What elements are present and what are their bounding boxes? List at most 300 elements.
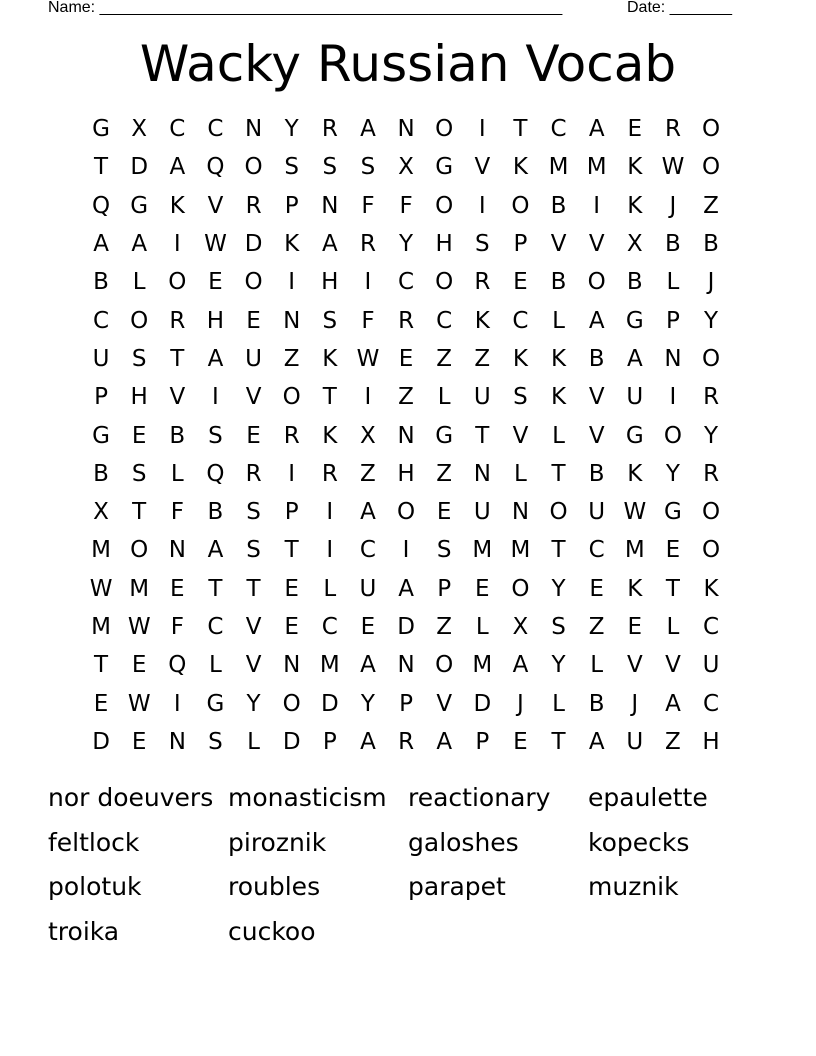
date-field[interactable]: Date: _______ <box>627 0 732 16</box>
grid-letter: A <box>360 116 376 143</box>
grid-letter: E <box>284 575 299 602</box>
grid-letter: I <box>478 116 486 143</box>
grid-letter: T <box>551 537 566 564</box>
grid-letter: Y <box>551 575 566 602</box>
grid-letter: S <box>551 614 566 640</box>
grid-letter: A <box>398 575 414 602</box>
grid-letter: G <box>435 422 454 449</box>
grid-letter: D <box>320 690 339 717</box>
grid-letter: Y <box>704 422 719 449</box>
grid-letter: B <box>626 269 643 296</box>
word-item: parapet <box>408 872 506 902</box>
grid-letter: L <box>247 728 260 755</box>
grid-letter: P <box>437 575 452 602</box>
grid-letter: C <box>703 614 720 640</box>
grid-letter: K <box>627 154 643 181</box>
grid-letter: Z <box>436 460 453 487</box>
grid-letter: H <box>206 307 225 334</box>
page-title: Wacky Russian Vocab <box>139 35 677 93</box>
grid-letter: R <box>283 422 300 449</box>
grid-letter: B <box>207 499 224 526</box>
grid-letter: E <box>513 269 528 296</box>
grid-letter: I <box>364 269 372 296</box>
grid-letter: S <box>322 307 338 334</box>
grid-letter: T <box>513 116 528 143</box>
grid-letter: T <box>132 499 147 526</box>
grid-letter: W <box>661 154 685 181</box>
grid-letter: S <box>246 537 261 564</box>
grid-letter: L <box>132 269 146 296</box>
grid-letter: I <box>402 537 410 564</box>
grid-letter: M <box>586 154 607 181</box>
grid-letter: X <box>131 116 148 143</box>
grid-letter: E <box>589 575 604 602</box>
grid-letter: S <box>131 460 147 487</box>
grid-letter: P <box>284 192 299 219</box>
word-item: reactionary <box>408 783 551 812</box>
grid-letter: Y <box>551 652 566 679</box>
word-item: monasticism <box>228 783 387 812</box>
grid-letter: O <box>511 575 530 602</box>
grid-letter: O <box>702 154 721 181</box>
word-item: feltlock <box>48 827 140 857</box>
grid-letter: L <box>552 690 565 717</box>
grid-letter: P <box>322 728 337 755</box>
grid-letter: E <box>131 422 147 449</box>
grid-letter: O <box>130 307 149 334</box>
grid-letter: D <box>282 728 301 755</box>
grid-letter: S <box>208 422 223 449</box>
word-item: galoshes <box>408 827 519 857</box>
grid-letter: T <box>551 728 566 755</box>
grid-letter: Y <box>665 460 680 487</box>
grid-letter: V <box>588 422 605 449</box>
grid-letter: W <box>89 575 113 602</box>
grid-letter: L <box>323 575 337 602</box>
grid-letter: X <box>626 231 643 258</box>
grid-letter: O <box>130 537 149 564</box>
grid-letter: T <box>170 345 185 372</box>
grid-letter: O <box>587 269 606 296</box>
grid-letter: G <box>92 116 110 143</box>
grid-row <box>82 416 730 454</box>
grid-letter: G <box>664 499 682 526</box>
grid-row <box>82 148 730 186</box>
grid-letter: S <box>322 154 338 181</box>
grid-letter: P <box>513 231 528 258</box>
grid-letter: J <box>669 192 677 219</box>
letter-grid <box>82 110 730 761</box>
grid-letter: W <box>127 614 151 640</box>
grid-letter: Y <box>246 690 261 717</box>
grid-letter: Z <box>588 614 605 640</box>
grid-letter: N <box>168 728 186 755</box>
grid-letter: M <box>91 537 111 564</box>
grid-letter: V <box>588 231 605 258</box>
grid-letter: U <box>92 345 110 372</box>
grid-letter: E <box>170 575 185 602</box>
grid-letter: N <box>664 345 682 372</box>
grid-letter: V <box>474 154 491 181</box>
grid-letter: A <box>512 652 529 679</box>
grid-row <box>82 340 730 378</box>
grid-letter: C <box>359 537 376 564</box>
grid-letter: N <box>397 422 415 449</box>
grid-letter: W <box>356 345 380 372</box>
grid-letter: O <box>702 537 721 564</box>
grid-letter: V <box>245 652 262 679</box>
grid-letter: V <box>245 384 262 411</box>
grid-letter: E <box>398 345 414 372</box>
grid-letter: B <box>588 460 605 487</box>
grid-letter: K <box>474 307 490 334</box>
grid-letter: K <box>322 422 338 449</box>
grid-letter: H <box>397 460 415 487</box>
grid-letter: B <box>665 231 681 258</box>
grid-letter: E <box>131 652 147 679</box>
grid-letter: A <box>321 231 338 258</box>
grid-letter: B <box>550 192 567 219</box>
grid-letter: E <box>284 614 299 640</box>
grid-letter: I <box>364 384 372 411</box>
grid-letter: Y <box>284 116 299 143</box>
grid-row <box>82 723 730 761</box>
grid-letter: V <box>665 652 681 679</box>
grid-letter: I <box>326 537 334 564</box>
grid-letter: O <box>282 690 301 717</box>
grid-letter: A <box>588 728 605 755</box>
grid-letter: J <box>631 690 639 717</box>
grid-letter: T <box>322 384 337 411</box>
grid-letter: X <box>93 499 109 526</box>
grid-letter: R <box>664 116 681 143</box>
grid-letter: C <box>550 116 567 143</box>
grid-letter: L <box>552 422 565 449</box>
grid-letter: R <box>321 460 338 487</box>
grid-row <box>82 301 730 339</box>
word-item: roubles <box>228 872 321 902</box>
word-item: troika <box>48 917 120 947</box>
grid-letter: P <box>666 307 680 334</box>
grid-letter: F <box>170 614 184 640</box>
grid-letter: G <box>625 422 644 449</box>
grid-letter: T <box>284 537 299 564</box>
grid-letter: V <box>550 231 567 258</box>
name-field[interactable]: Name: ____________________________________________________ <box>48 0 563 16</box>
grid-letter: I <box>669 384 677 411</box>
grid-letter: E <box>131 728 147 755</box>
grid-letter: D <box>130 154 149 181</box>
grid-letter: G <box>435 154 454 181</box>
grid-letter: Q <box>206 154 225 181</box>
word-item: nor doeuvers <box>48 783 214 812</box>
grid-letter: K <box>703 575 719 602</box>
grid-letter: K <box>169 192 185 219</box>
grid-letter: U <box>626 728 644 755</box>
grid-letter: N <box>168 537 186 564</box>
grid-row <box>82 493 730 531</box>
grid-letter: V <box>512 422 529 449</box>
grid-letter: O <box>511 192 530 219</box>
grid-letter: C <box>169 116 186 143</box>
grid-letter: I <box>593 192 601 219</box>
grid-letter: U <box>588 499 606 526</box>
grid-row <box>82 263 730 301</box>
grid-letter: D <box>92 728 110 755</box>
grid-letter: J <box>517 690 524 717</box>
grid-letter: A <box>169 154 186 181</box>
grid-letter: O <box>702 116 721 143</box>
grid-letter: H <box>321 269 339 296</box>
grid-letter: L <box>209 652 222 679</box>
grid-letter: B <box>550 269 567 296</box>
grid-letter: K <box>551 345 567 372</box>
grid-row <box>82 225 730 263</box>
grid-row <box>82 531 730 569</box>
word-item: polotuk <box>48 872 142 902</box>
grid-letter: S <box>436 537 452 564</box>
grid-letter: K <box>627 575 643 602</box>
grid-letter: W <box>127 690 151 717</box>
grid-letter: L <box>552 307 565 334</box>
grid-letter: G <box>206 690 225 717</box>
grid-letter: T <box>246 575 261 602</box>
grid-letter: T <box>551 460 566 487</box>
grid-letter: O <box>549 499 568 526</box>
grid-letter: T <box>94 154 109 181</box>
grid-letter: W <box>204 231 227 258</box>
grid-letter: J <box>707 269 715 296</box>
grid-letter: F <box>399 192 413 219</box>
grid-letter: E <box>246 422 261 449</box>
grid-letter: L <box>666 614 680 640</box>
word-item: cuckoo <box>228 917 316 947</box>
grid-letter: L <box>514 460 527 487</box>
grid-letter: R <box>703 460 720 487</box>
grid-letter: A <box>93 231 109 258</box>
grid-letter: Z <box>283 345 300 372</box>
grid-letter: O <box>244 154 263 181</box>
grid-letter: A <box>131 231 148 258</box>
grid-letter: T <box>665 575 680 602</box>
grid-letter: A <box>626 345 643 372</box>
grid-row <box>82 455 730 493</box>
grid-row <box>82 684 730 722</box>
grid-letter: B <box>588 690 605 717</box>
grid-letter: U <box>702 652 720 679</box>
grid-letter: G <box>92 422 110 449</box>
grid-letter: D <box>397 614 415 640</box>
grid-letter: X <box>360 422 376 449</box>
grid-letter: S <box>246 499 261 526</box>
grid-letter: V <box>207 192 224 219</box>
grid-letter: E <box>360 614 376 640</box>
header <box>0 0 816 20</box>
grid-letter: E <box>208 269 223 296</box>
grid-letter: N <box>397 652 415 679</box>
grid-letter: P <box>284 499 299 526</box>
grid-letter: W <box>623 499 647 526</box>
word-item: muznik <box>588 872 679 902</box>
grid-letter: K <box>512 345 528 372</box>
word-item: epaulette <box>588 783 708 812</box>
grid-letter: E <box>93 690 109 717</box>
grid-letter: U <box>359 575 377 602</box>
grid-letter: L <box>666 269 680 296</box>
grid-letter: I <box>173 231 181 258</box>
grid-letter: C <box>207 614 224 640</box>
grid-letter: L <box>475 614 489 640</box>
grid-letter: A <box>360 499 376 526</box>
grid-letter: E <box>246 307 261 334</box>
grid-letter: K <box>322 345 338 372</box>
grid-letter: P <box>94 384 108 411</box>
grid-letter: U <box>473 384 491 411</box>
grid-letter: G <box>130 192 149 219</box>
grid-row <box>82 110 730 148</box>
word-item: piroznik <box>228 827 327 857</box>
grid-row <box>82 187 730 225</box>
grid-letter: O <box>435 269 454 296</box>
grid-letter: Q <box>168 652 187 679</box>
grid-letter: R <box>321 116 338 143</box>
grid-letter: M <box>91 614 111 640</box>
grid-letter: T <box>94 652 109 679</box>
grid-letter: O <box>244 269 263 296</box>
grid-letter: E <box>436 499 452 526</box>
grid-row <box>82 570 730 608</box>
grid-letter: G <box>625 307 644 334</box>
grid-letter: O <box>282 384 301 411</box>
grid-letter: B <box>93 269 109 296</box>
grid-letter: Z <box>665 728 681 755</box>
grid-letter: A <box>360 728 376 755</box>
grid-letter: S <box>284 154 299 181</box>
grid-letter: I <box>326 499 334 526</box>
grid-letter: X <box>398 154 414 181</box>
grid-letter: N <box>283 652 301 679</box>
grid-letter: A <box>360 652 376 679</box>
grid-letter: R <box>169 307 186 334</box>
grid-letter: A <box>588 307 605 334</box>
grid-letter: A <box>588 116 605 143</box>
grid-letter: U <box>245 345 262 372</box>
grid-letter: N <box>321 192 339 219</box>
grid-letter: N <box>244 116 263 143</box>
grid-letter: I <box>478 192 486 219</box>
grid-letter: E <box>627 614 643 640</box>
grid-letter: D <box>244 231 263 258</box>
grid-letter: E <box>513 728 528 755</box>
grid-letter: E <box>475 575 490 602</box>
grid-letter: T <box>475 422 490 449</box>
grid-letter: K <box>627 460 643 487</box>
grid-letter: C <box>207 116 224 143</box>
grid-letter: I <box>173 690 181 717</box>
grid-letter: K <box>512 154 528 181</box>
grid-letter: X <box>512 614 529 640</box>
grid-letter: Z <box>436 614 453 640</box>
grid-letter: C <box>512 307 529 334</box>
grid-row <box>82 646 730 684</box>
grid-letter: I <box>288 269 296 296</box>
grid-letter: R <box>703 384 720 411</box>
word-list <box>48 778 768 957</box>
grid-letter: V <box>169 384 186 411</box>
grid-letter: O <box>435 652 454 679</box>
grid-letter: C <box>436 307 453 334</box>
grid-letter: Y <box>704 307 719 334</box>
grid-letter: Z <box>436 345 453 372</box>
grid-letter: M <box>472 537 493 564</box>
grid-letter: I <box>288 460 296 487</box>
grid-letter: A <box>436 728 453 755</box>
grid-letter: H <box>435 231 453 258</box>
grid-letter: K <box>284 231 300 258</box>
grid-letter: K <box>551 384 567 411</box>
grid-letter: C <box>93 307 110 334</box>
grid-letter: M <box>548 154 569 181</box>
grid-letter: Y <box>360 690 375 717</box>
grid-letter: O <box>168 269 187 296</box>
grid-letter: P <box>399 690 413 717</box>
grid-letter: Q <box>206 460 225 487</box>
grid-letter: A <box>665 690 681 717</box>
grid-letter: R <box>474 269 491 296</box>
grid-letter: S <box>513 384 528 411</box>
grid-letter: Z <box>474 345 491 372</box>
grid-letter: L <box>590 652 604 679</box>
grid-letter: Q <box>92 192 111 219</box>
grid-row <box>82 608 730 646</box>
grid-letter: U <box>473 499 491 526</box>
grid-letter: C <box>588 537 605 564</box>
grid-letter: O <box>702 345 721 372</box>
grid-letter: F <box>361 307 375 334</box>
grid-letter: B <box>169 422 186 449</box>
grid-letter: D <box>473 690 492 717</box>
grid-letter: S <box>475 231 490 258</box>
grid-letter: N <box>473 460 491 487</box>
grid-row <box>82 378 730 416</box>
grid-letter: C <box>398 269 415 296</box>
grid-letter: N <box>397 116 415 143</box>
grid-letter: A <box>207 537 224 564</box>
grid-letter: Z <box>398 384 414 411</box>
grid-letter: Z <box>360 460 376 487</box>
grid-letter: E <box>627 116 643 143</box>
grid-letter: O <box>702 499 721 526</box>
grid-letter: H <box>702 728 720 755</box>
grid-letter: M <box>319 652 340 679</box>
grid-letter: S <box>208 728 223 755</box>
grid-letter: R <box>398 728 415 755</box>
grid-letter: F <box>361 192 375 219</box>
grid-letter: O <box>435 192 454 219</box>
grid-letter: Z <box>703 192 719 219</box>
grid-letter: C <box>321 614 338 640</box>
grid-letter: M <box>510 537 531 564</box>
grid-letter: K <box>627 192 643 219</box>
grid-letter: C <box>703 690 720 717</box>
grid-letter: M <box>472 652 493 679</box>
grid-letter: P <box>475 728 490 755</box>
grid-letter: O <box>663 422 682 449</box>
grid-letter: A <box>207 345 224 372</box>
grid-letter: O <box>435 116 454 143</box>
grid-letter: R <box>398 307 415 334</box>
grid-letter: N <box>511 499 530 526</box>
